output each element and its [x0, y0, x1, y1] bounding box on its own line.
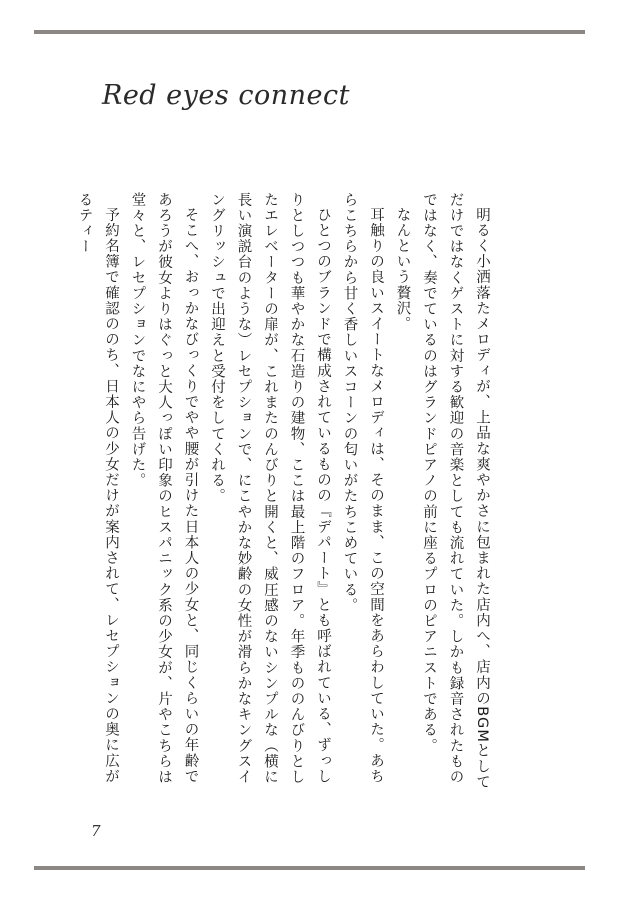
page-number: 7	[91, 822, 101, 840]
paragraph: なんという贅沢。	[394, 206, 411, 332]
chapter-title: Red eyes connect	[102, 80, 350, 111]
paragraph: 耳触りの良いスイートなメロディは、そのまま、この空間をあらわしていた。あちらこちらから甘く香しいスコーンの匂いがたちこめている。	[341, 192, 384, 784]
paragraph: ひとつのブランドで構成されているものの『デパート』とも呼ばれている、ずっしりとしつつも華やかな石造りの建物、ここは最上階のフロア。年季もののんびりとしたエレベーターの扉が、これまたのんびりと開くと、威圧感のないシンプルな（横に長い演説台のような）レセプションで、にこやかな妙齢の女性が滑らかなキングスイングリッシュで出迎えと受付をしてくれる。	[209, 192, 331, 785]
paragraph: そこへ、おっかなびっくりでやや腰が引けた日本人の少女と、同じくらいの年齢であろうが彼女よりはぐっと大人っぽい印象のヒスパニック系の少女が、片やこちらは堂々と、レセプションでなにやら告げた。	[129, 192, 199, 785]
bottom-rule	[34, 866, 585, 870]
paragraph: 予約名簿で確認ののち、日本人の少女だけが案内されて、レセプションの奥に広がるティー	[76, 192, 119, 784]
paragraph: 明るく小洒落たメロディが、上品な爽やかさに包まれた店内へ、店内のBGMとしてだけではなくゲストに対する歓迎の音楽としても流れていた。しかも録音されたものではなく、奏でているのはグランドピアノの前に座るプロのピアニストである。	[421, 192, 490, 790]
body-text	[76, 192, 495, 796]
top-rule	[34, 30, 585, 34]
